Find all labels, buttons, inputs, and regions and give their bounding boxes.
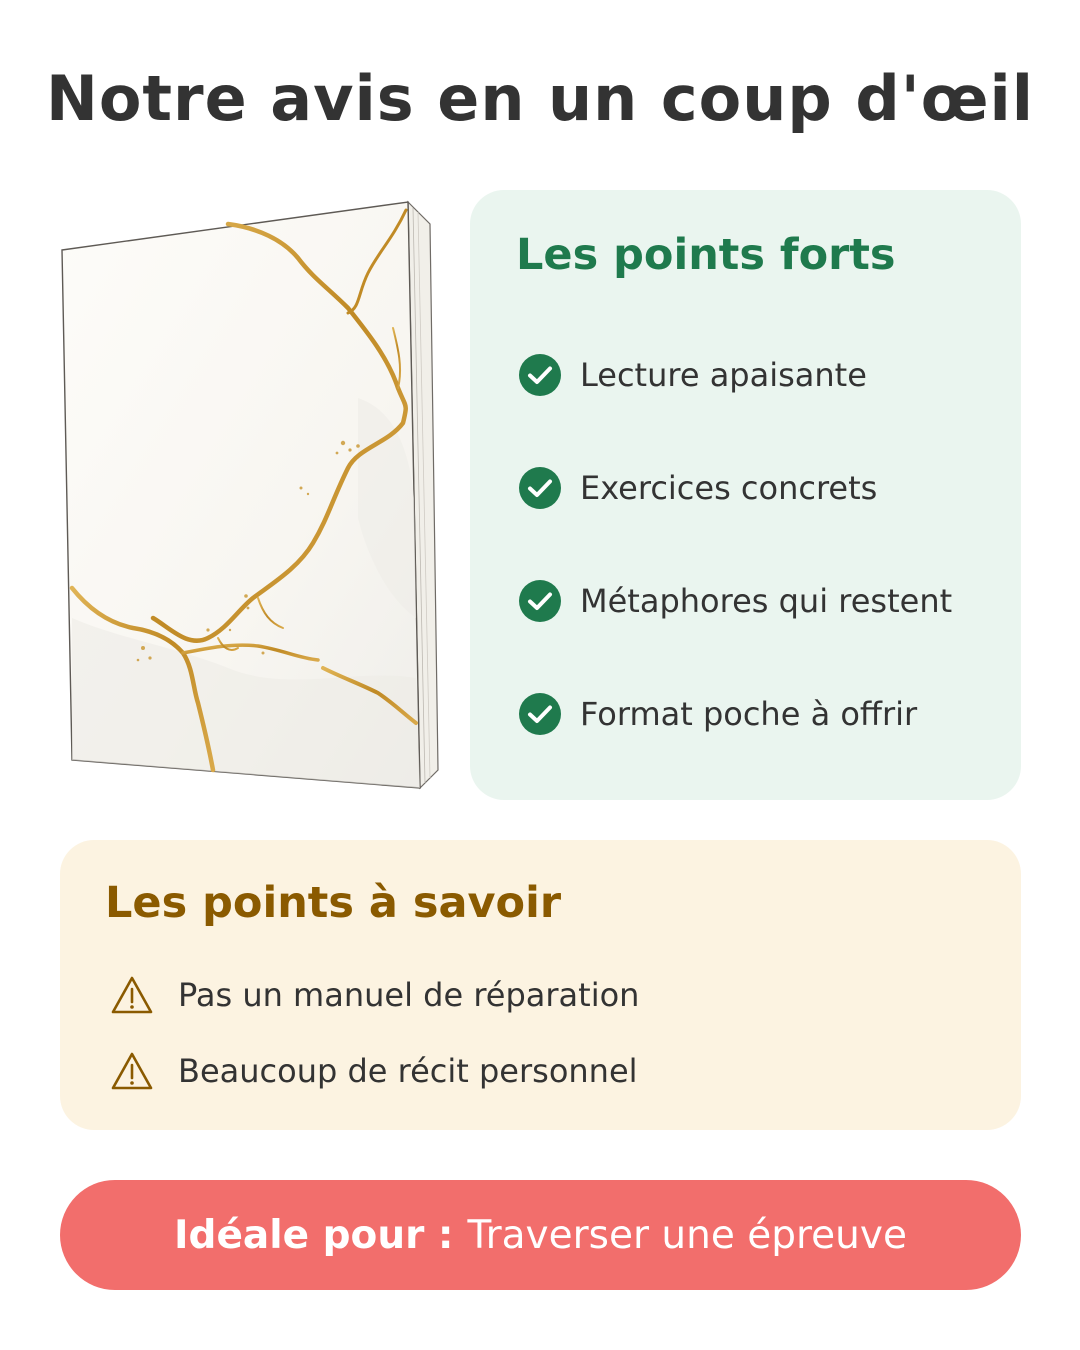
check-circle-icon <box>518 353 562 397</box>
ideal-prefix: Idéale pour : <box>174 1212 454 1258</box>
caveats-panel <box>60 840 1021 1130</box>
caveat-label: Pas un manuel de réparation <box>178 976 640 1014</box>
ideal-for-banner <box>60 1180 1021 1290</box>
warning-icon <box>110 1051 154 1091</box>
strength-item <box>518 465 877 511</box>
strength-label: Métaphores qui restent <box>580 582 953 620</box>
check-circle-icon <box>518 579 562 623</box>
check-circle-icon <box>518 466 562 510</box>
check-circle-icon <box>518 692 562 736</box>
strength-item <box>518 691 917 737</box>
caveats-title: Les points à savoir <box>105 878 562 928</box>
strength-item <box>518 578 952 624</box>
strength-label: Exercices concrets <box>580 469 878 507</box>
strengths-panel <box>470 190 1021 800</box>
warning-icon <box>110 975 154 1015</box>
strength-label: Format poche à offrir <box>580 695 918 733</box>
caveat-label: Beaucoup de récit personnel <box>178 1052 638 1090</box>
caveat-item <box>110 973 639 1017</box>
strength-label: Lecture apaisante <box>580 356 867 394</box>
caveat-item <box>110 1049 638 1093</box>
ideal-value: Traverser une épreuve <box>467 1212 907 1258</box>
kintsugi-book-illustration <box>58 198 444 796</box>
strength-item <box>518 352 867 398</box>
page-title: Notre avis en un coup d'œil <box>45 62 1035 135</box>
strengths-title: Les points forts <box>516 230 896 280</box>
